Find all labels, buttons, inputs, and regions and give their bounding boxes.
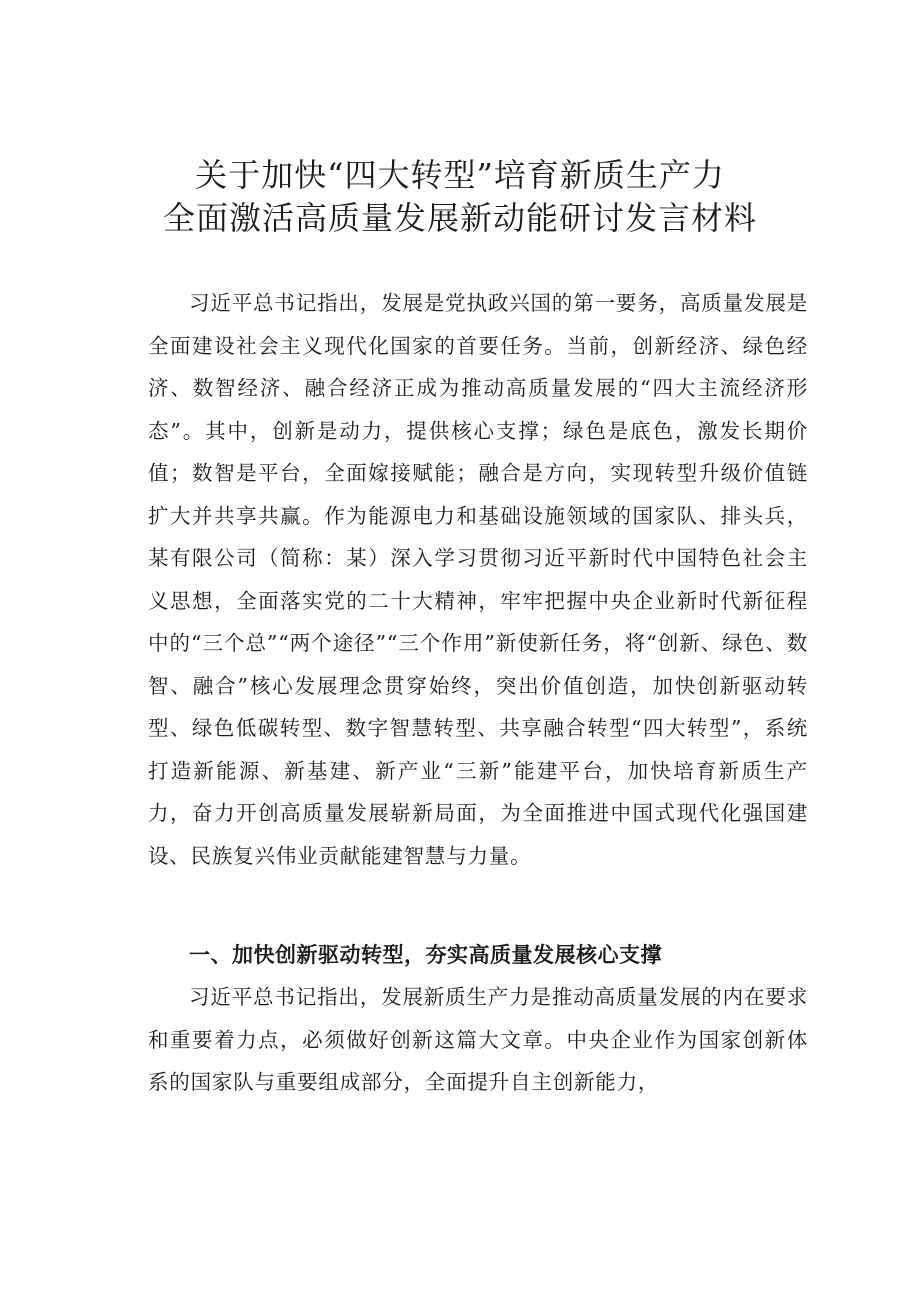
- document-title-line-1: 关于加快“四大转型”培育新质生产力: [195, 156, 725, 194]
- document-title-line-2: 全面激活高质量发展新动能研讨发言材料: [162, 199, 757, 237]
- section-1-paragraph: 习近平总书记指出，发展新质生产力是推动高质量发展的内在要求和重要着力点，必须做好创新这篇大文章。中央企业作为国家创新体系的国家队与重要组成部分，全面提升自主创新能力，: [148, 985, 808, 1094]
- section-1-heading: 一、加快创新驱动转型，夯实高质量发展核心支撑: [189, 943, 662, 967]
- intro-paragraph: 习近平总书记指出，发展是党执政兴国的第一要务，高质量发展是全面建设社会主义现代化国家的首要任务。当前，创新经济、绿色经济、数智经济、融合经济正成为推动高质量发展的“四大主流经济形态”。其中，创新是动力，提供核心支撑；绿色是底色，激发长期价值；数智是平台，全面嫁接赋能；融合是方向，实现转型升级价值链扩大并共享共赢。作为能源电力和基础设施领域的国家队、排头兵，某有限公司（简称：某）深入学习贯彻习近平新时代中国特色社会主义思想，全面落实党的二十大精神，牢牢把握中央企业新时代新征程中的“三个总”“两个途径”“三个作用”新使新任务，将“创新、绿色、数智、融合”核心发展理念贯穿始终，突出价值创造，加快创新驱动转型、绿色低碳转型、数字智慧转型、共享融合转型“四大转型”，系统打造新能源、新基建、新产业“三新”能建平台，加快培育新质生产力，奋力开创高质量发展崭新局面，为全面推进中国式现代化强国建设、民族复兴伟业贡献能建智慧与力量。: [148, 291, 808, 868]
